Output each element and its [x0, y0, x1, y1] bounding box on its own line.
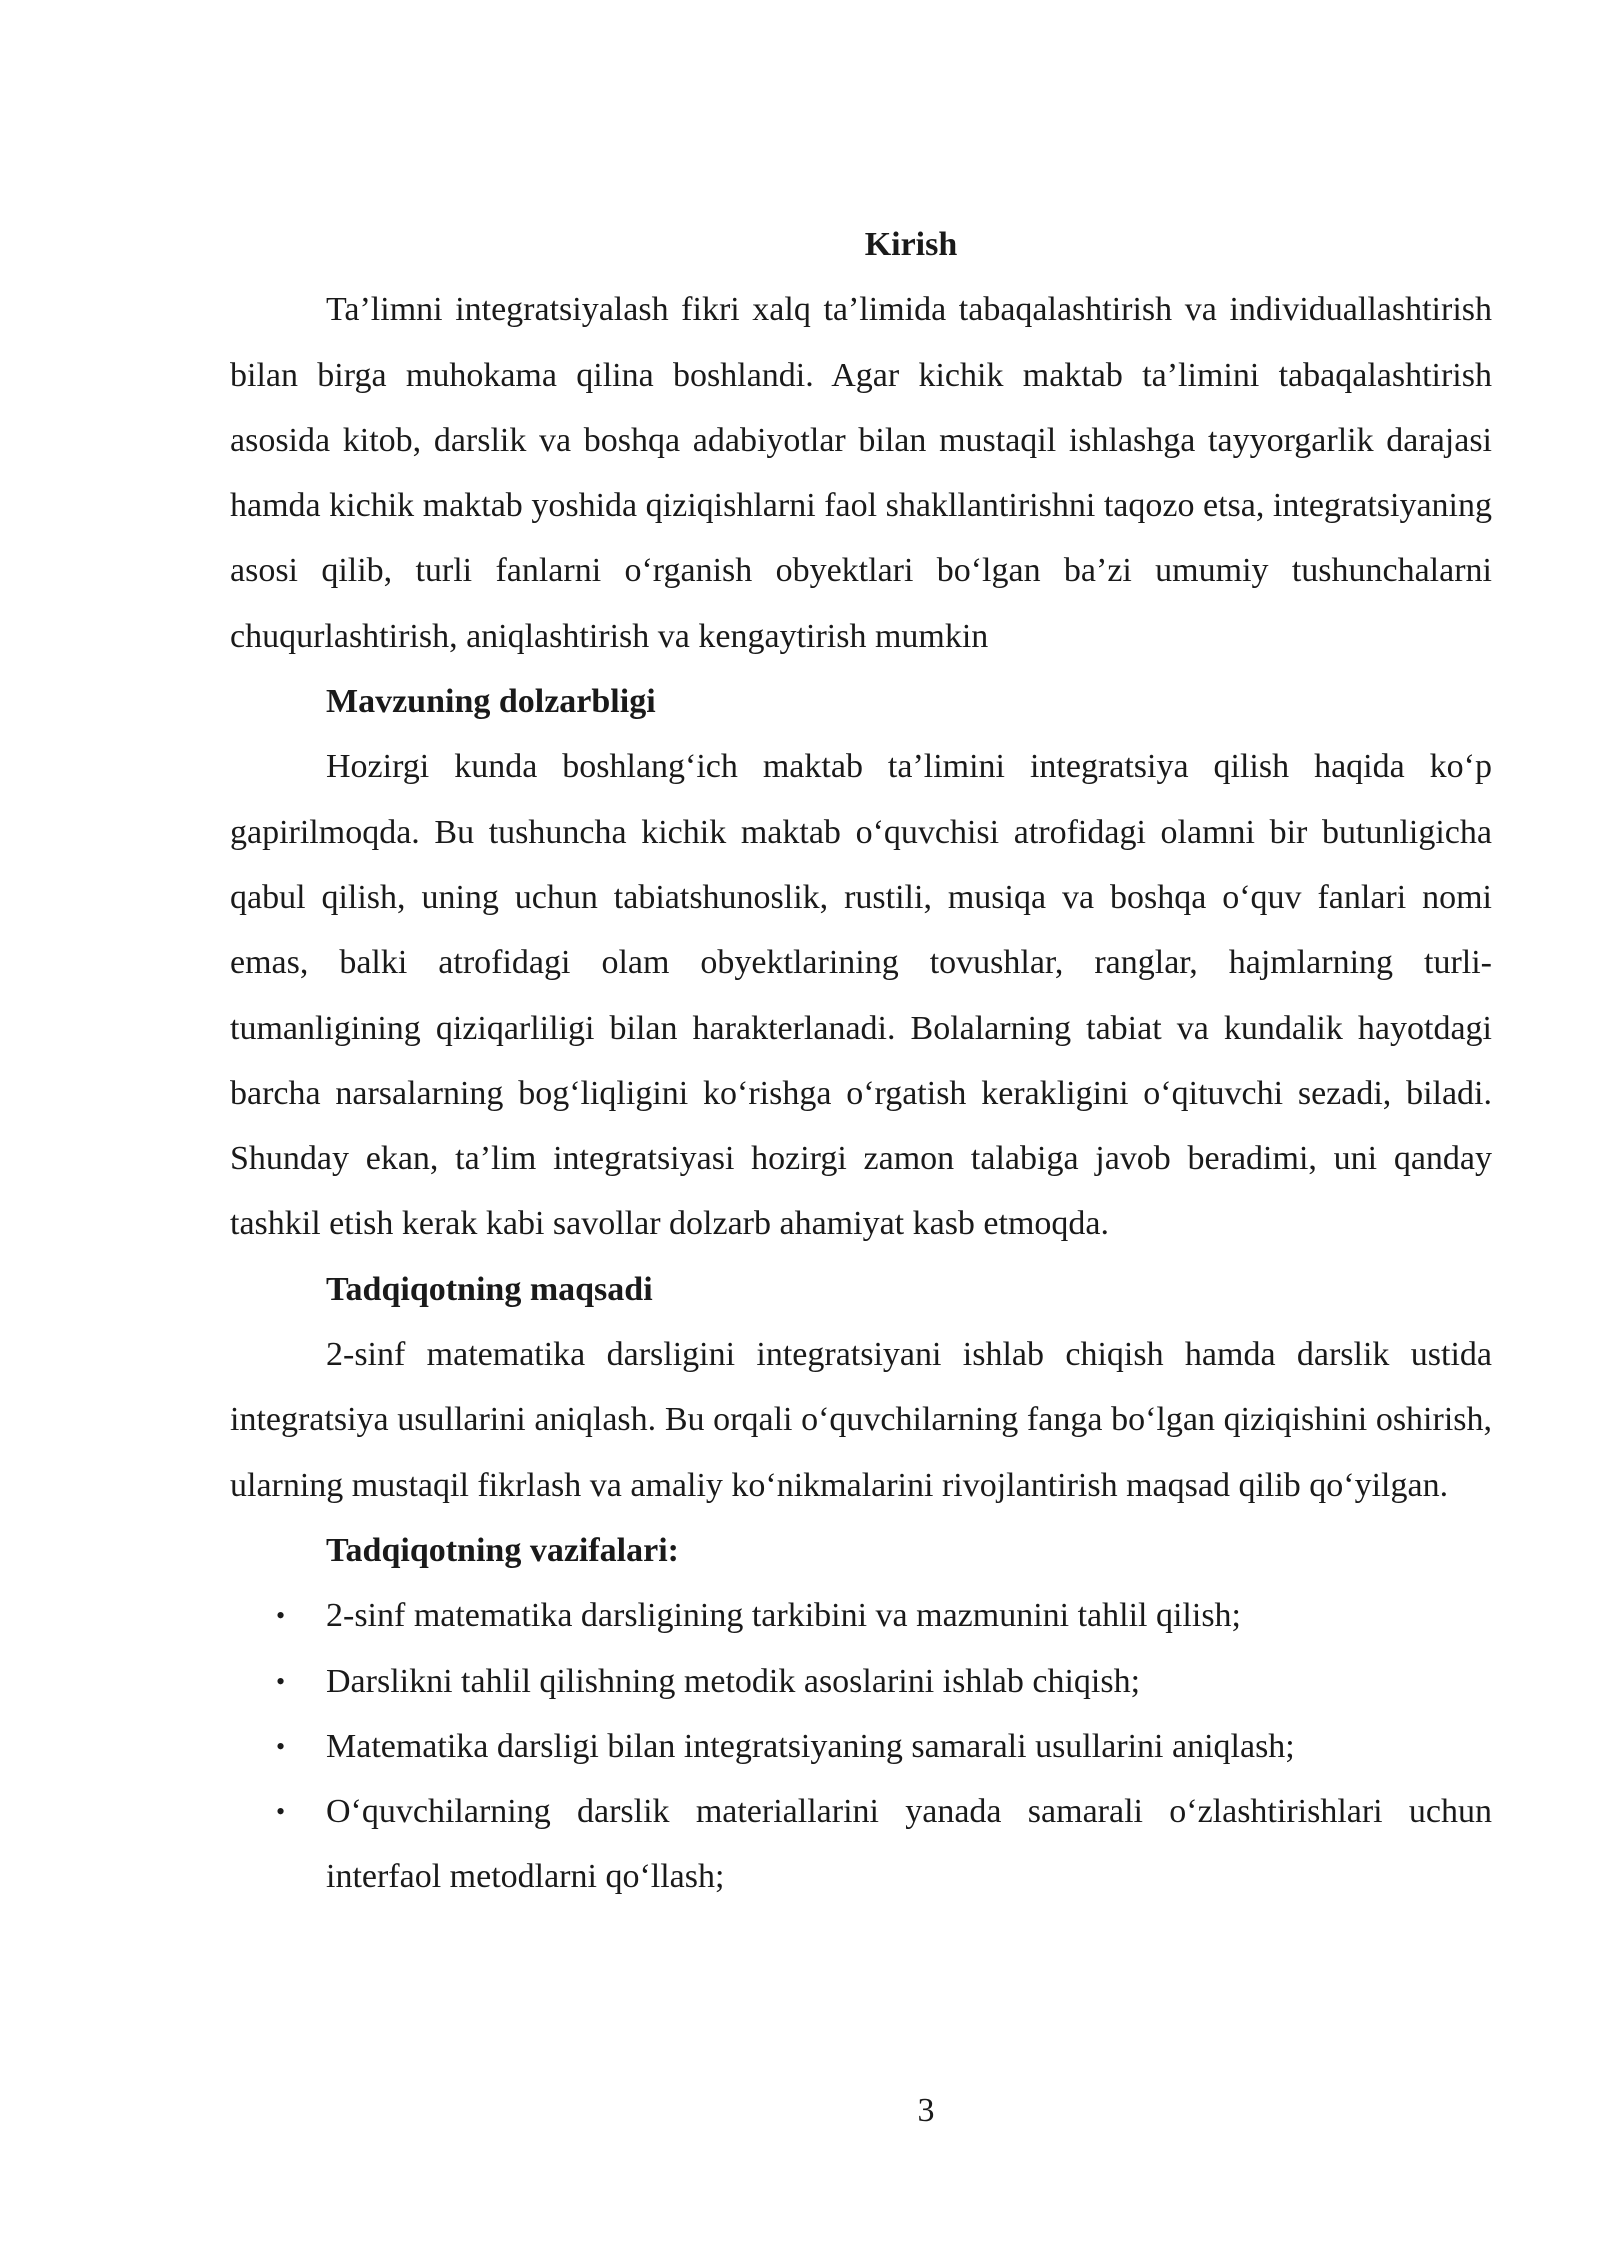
task-text: Matematika darsligi bilan integratsiyaning samarali usullarini aniqlash; [326, 1727, 1295, 1765]
tasks-heading: Tadqiqotning vazifalari: [326, 1531, 679, 1569]
bullet-icon: • [276, 1601, 286, 1631]
document-title: Kirish [864, 226, 958, 263]
document-page [230, 212, 1492, 1910]
relevance-heading: Mavzuning dolzarbligi [326, 683, 656, 721]
intro-paragraph: Ta’limni integratsiyalash fikri xalq ta’limida tabaqalashtirish va individuallashtirish bilan birga muhokama qilina boshlandi. Agar kichik maktab ta’limini tabaqalashtirish asosida kitob, darslik va boshqa adabiyotlar bilan mustaqil ishlashga tayyorgarlik darajasi hamda kichik maktab yoshida qiziqishlarni faol shakllantirishni taqozo etsa, integratsiyaning asosi qilib, turli fanlarni o‘rganish obyektlari bo‘lgan ba’zi umumiy tushunchalarni chuqurlashtirish, aniqlashtirish va kengaytirish mumkin [230, 291, 1492, 655]
goal-paragraph: 2-sinf matematika darsligini integratsiyani ishlab chiqish hamda darslik ustida integratsiya usullarini aniqlash. Bu orqali o‘quvchilarning fanga bo‘lgan qiziqishini oshirish, ularning mustaqil fikrlash va amaliy ko‘nikmalarini rivojlantirish maqsad qilib qo‘yilgan. [230, 1336, 1492, 1504]
bullet-icon: • [276, 1666, 286, 1696]
task-item [230, 1583, 1492, 1648]
task-text: 2-sinf matematika darsligining tarkibini va mazmunini tahlil qilish; [326, 1597, 1241, 1635]
goal-heading: Tadqiqotning maqsadi [326, 1270, 653, 1308]
bullet-icon: • [276, 1797, 286, 1827]
task-item [230, 1714, 1492, 1779]
task-text: Darslikni tahlil qilishning metodik asoslarini ishlab chiqish; [326, 1662, 1141, 1700]
tasks-list [230, 1583, 1492, 1909]
task-text: O‘quvchilarning darslik materiallarini yanada samarali o‘zlashtirishlari uchun interfaol metodlarni qo‘llash; [326, 1793, 1492, 1896]
task-item [230, 1779, 1492, 1910]
task-item [230, 1649, 1492, 1714]
page-number: 3 [917, 2092, 935, 2129]
relevance-paragraph: Hozirgi kunda boshlang‘ich maktab ta’limini integratsiya qilish haqida ko‘p gapirilmoqda. Bu tushuncha kichik maktab o‘quvchisi atrofidagi olamni bir butunligicha qabul qilish, uning uchun tabiatshunoslik, rustili, musiqa va boshqa o‘quv fanlari nomi emas, balki atrofidagi olam obyektlarining tovushlar, ranglar, hajmlarning turli-tumanligining qiziqarliligi bilan harakterlanadi. Bolalarning tabiat va kundalik hayotdagi barcha narsalarning bog‘liqligini ko‘rishga o‘rgatish kerakligini o‘qituvchi sezadi, biladi. Shunday ekan, ta’lim integratsiyasi hozirgi zamon talabiga javob beradimi, uni qanday tashkil etish kerak kabi savollar dolzarb ahamiyat kasb etmoqda. [230, 748, 1492, 1243]
bullet-icon: • [276, 1731, 286, 1761]
